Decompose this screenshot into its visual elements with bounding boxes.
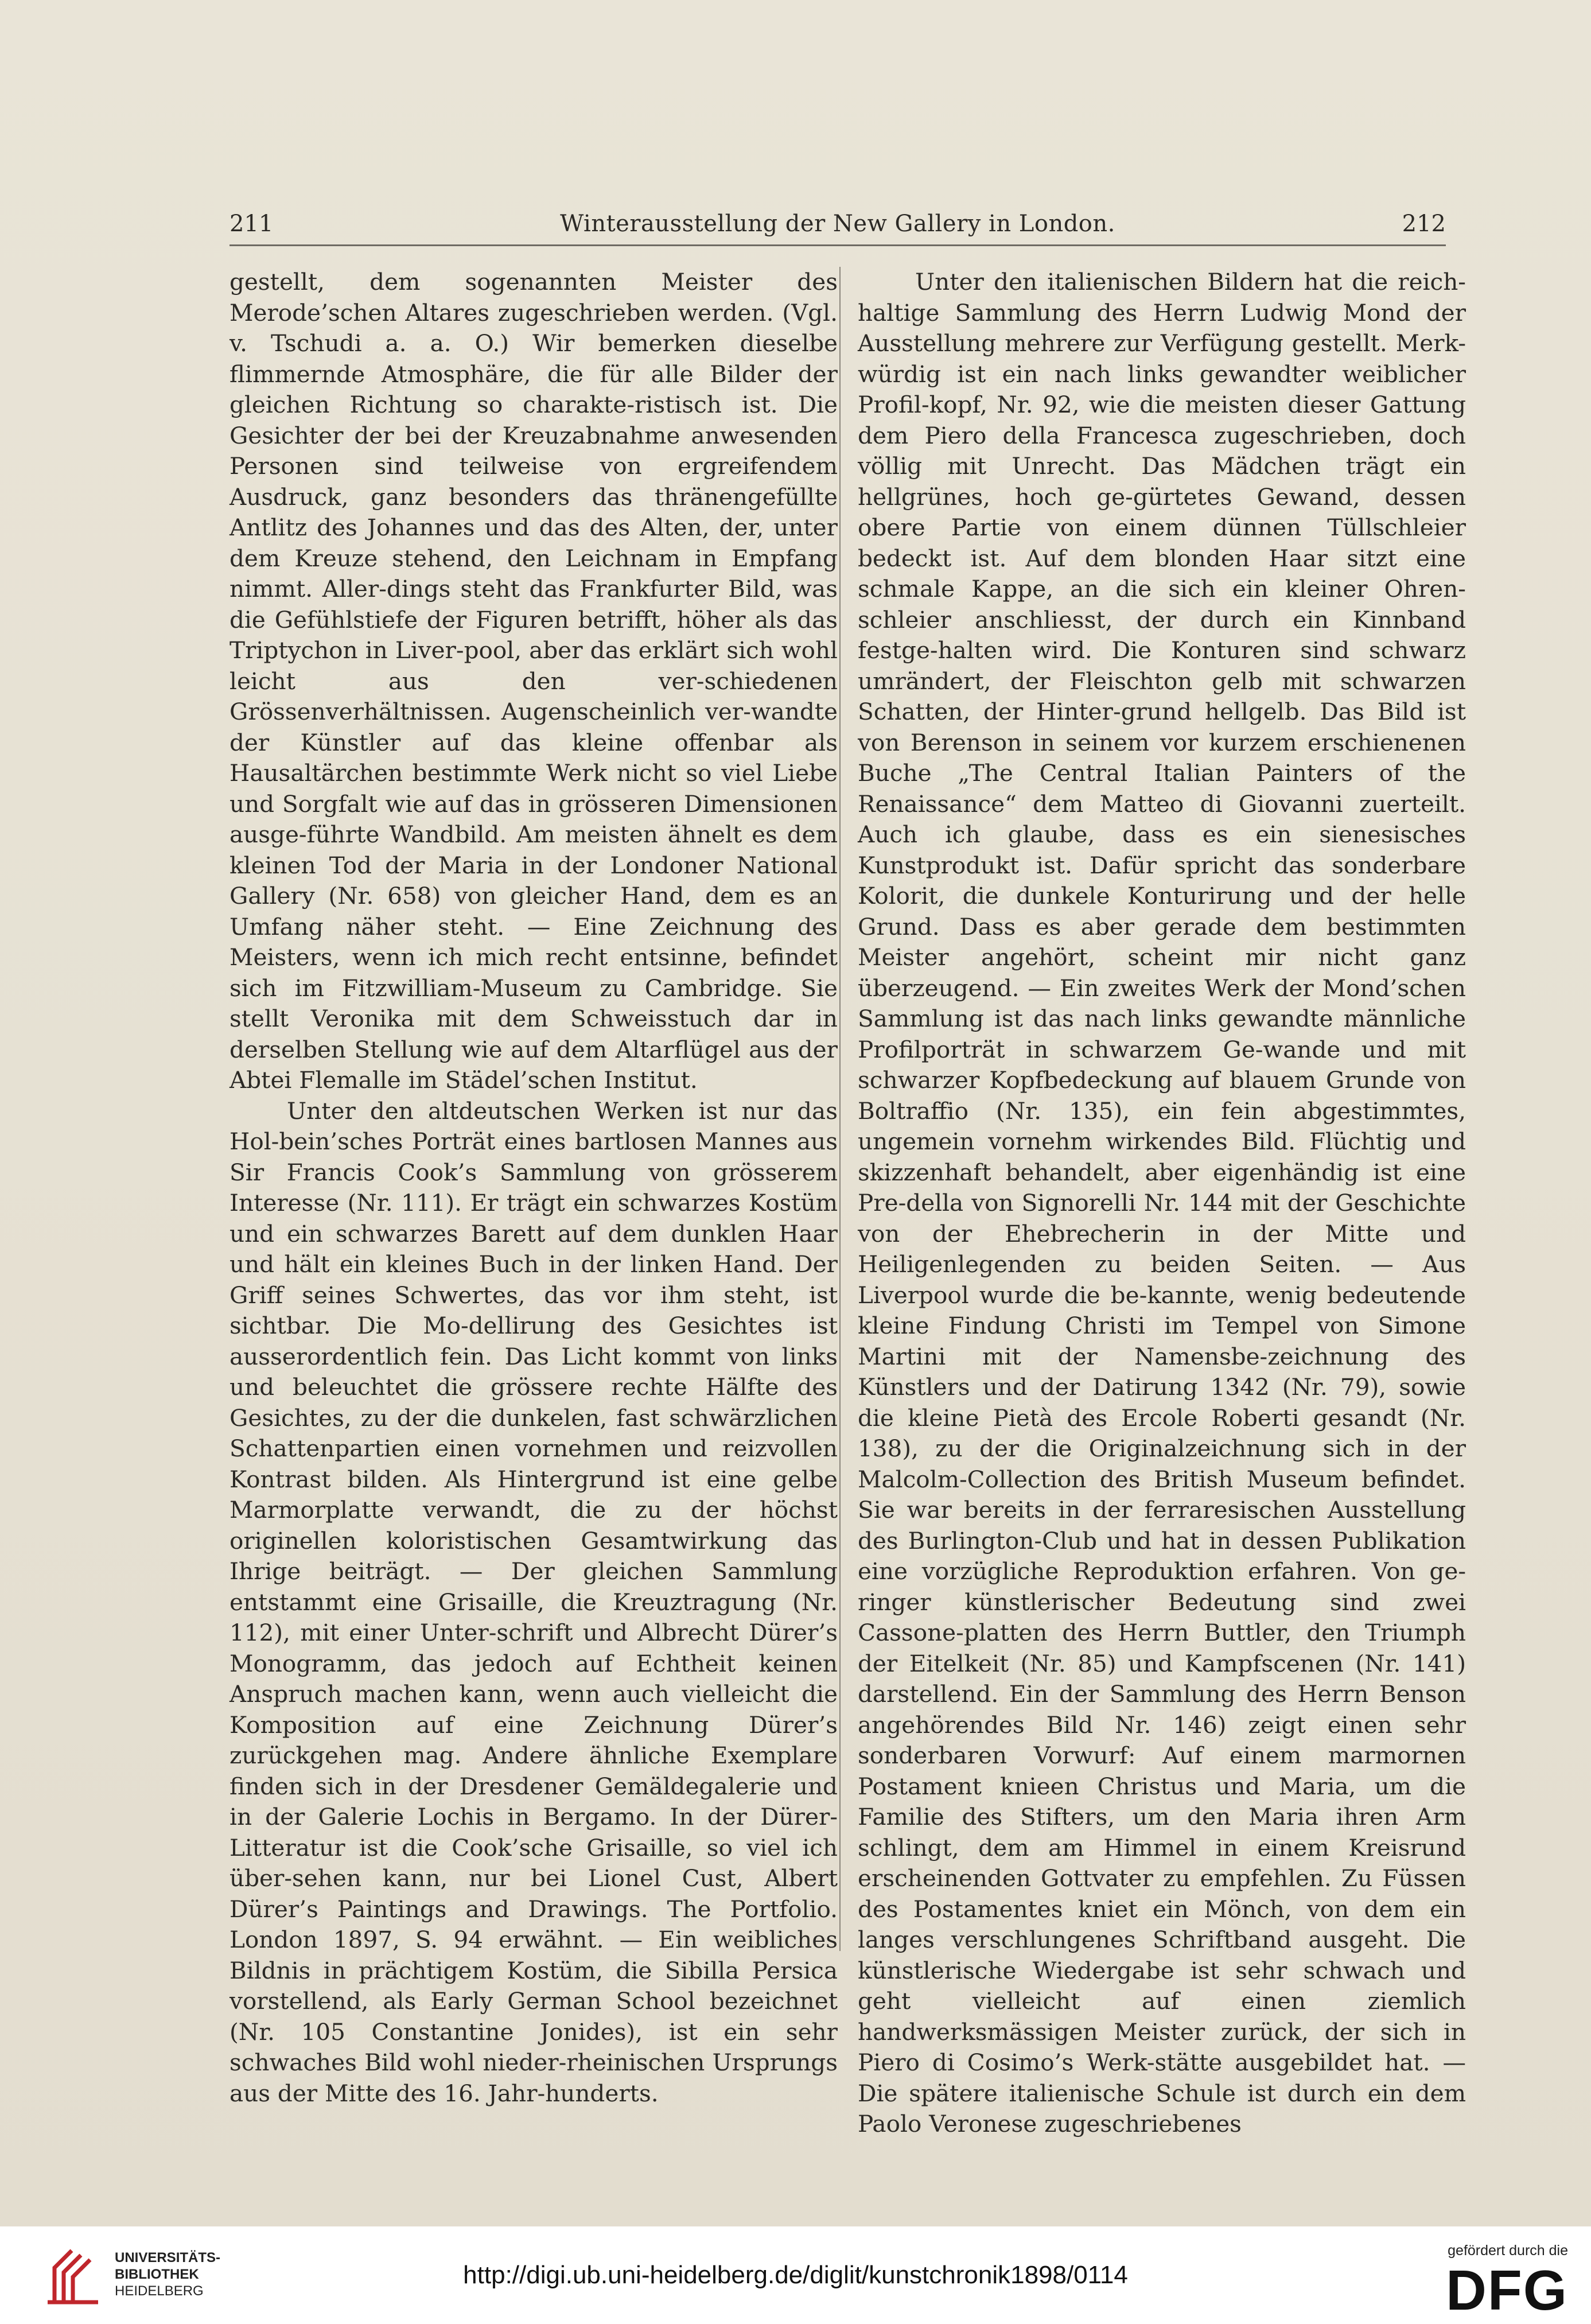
digitization-footer	[0, 2226, 1591, 2324]
right-column	[858, 267, 1466, 2140]
dfg-logo: DFG	[1446, 2259, 1568, 2322]
left-paragraph-1: gestellt, dem sogenannten Meister des Merode’schen Altares zugeschrieben werden. (Vgl. v. Tschudi a. a. O.) Wir bemerken dieselbe flimmernde Atmosphäre, die für alle Bilder der gleichen Richtung so charakte-ristisch ist. Die Gesichter der bei der Kreuzabnahme anwesenden Personen sind teilweise von ergreifendem Ausdruck, ganz besonders das thränengefüllte Antlitz des Johannes und das des Alten, der, unter dem Kreuze stehend, den Leichnam in Empfang nimmt. Aller-dings steht das Frankfurter Bild, was die Gefühlstiefe der Figuren betrifft, höher als das Triptychon in Liver-pool, aber das erklärt sich wohl leicht aus den ver-schiedenen Grössenverhältnissen. Augenscheinlich ver-wandte der Künstler auf das kleine offenbar als Hausaltärchen bestimmte Werk nicht so viel Liebe und Sorgfalt wie auf das in grösseren Dimensionen ausge-führte Wandbild. Am meisten ähnelt es dem kleinen Tod der Maria in der Londoner National Gallery (Nr. 658) von gleicher Hand, dem es an Umfang näher steht. — Eine Zeichnung des Meisters, wenn ich mich recht entsinne, befindet sich im Fitzwilliam-Museum zu Cambridge. Sie stellt Veronika mit dem Schweisstuch dar in derselben Stellung wie auf dem Altarflügel aus der Abtei Flemalle im Städel’schen Institut.	[229, 268, 838, 1094]
sponsor-label: gefördert durch die	[1448, 2243, 1568, 2259]
page-number-right: 212	[1402, 211, 1446, 237]
running-header	[229, 204, 1446, 244]
header-rule	[229, 244, 1446, 246]
library-name-line-3: HEIDELBERG	[115, 2283, 204, 2299]
library-name-line-2: BIBLIOTHEK	[115, 2267, 199, 2282]
column-divider	[839, 267, 841, 1951]
library-name-line-1: UNIVERSITÄTS-	[115, 2250, 221, 2265]
permalink-url[interactable]: http://digi.ub.uni-heidelberg.de/diglit/kunstchronik1898/0114	[463, 2261, 1128, 2289]
page-number-left: 211	[229, 211, 274, 237]
left-column	[229, 267, 838, 2109]
right-paragraph-1: Unter den italienischen Bildern hat die reich-haltige Sammlung des Herrn Ludwig Mond der Ausstellung mehrere zur Verfügung gestellt. Merk-würdig ist ein nach links gewandter weiblicher Profil-kopf, Nr. 92, wie die meisten dieser Gattung dem Piero della Francesca zugeschrieben, doch völlig mit Unrecht. Das Mädchen trägt ein hellgrünes, hoch ge-gürtetes Gewand, dessen obere Partie von einem dünnen Tüllschleier bedeckt ist. Auf dem blonden Haar sitzt eine schmale Kappe, an die sich ein kleiner Ohren-schleier anschliesst, der durch ein Kinnband festge-halten wird. Die Konturen sind schwarz umrändert, der Fleischton gelb mit schwarzen Schatten, der Hinter-grund hellgelb. Das Bild ist von Berenson in seinem vor kurzem erschienenen Buche „The Central Italian Painters of the Renaissance“ dem Matteo di Giovanni zuerteilt. Auch ich glaube, dass es ein sienesisches Kunstprodukt ist. Dafür spricht das sonderbare Kolorit, die dunkele Konturirung und der helle Grund. Dass es aber gerade dem bestimmten Meister angehört, scheint mir nicht ganz überzeugend. — Ein zweites Werk der Mond’schen Sammlung ist das nach links gewandte männliche Profilporträt in schwarzem Ge-wande und mit schwarzer Kopfbedeckung auf blauem Grunde von Boltraffio (Nr. 135), ein fein abgestimmtes, ungemein vornehm wirkendes Bild. Flüchtig und skizzenhaft behandelt, aber eigenhändig ist eine Pre-della von Signorelli Nr. 144 mit der Geschichte von der Ehebrecherin in der Mitte und Heiligenlegenden zu beiden Seiten. — Aus Liverpool wurde die be-kannte, wenig bedeutende kleine Findung Christi im Tempel von Simone Martini mit der Namensbe-zeichnung des Künstlers und der Datirung 1342 (Nr. 79), sowie die kleine Pietà des Ercole Roberti gesandt (Nr. 138), zu der die Originalzeichnung sich in der Malcolm-Collection des British Museum befindet. Sie war bereits in der ferraresischen Ausstellung des Burlington-Club und hat in dessen Publikation eine vorzügliche Reproduktion erfahren. Von ge-ringer künstlerischer Bedeutung sind zwei Cassone-platten des Herrn Buttler, den Triumph der Eitelkeit (Nr. 85) und Kampfscenen (Nr. 141) darstellend. Ein der Sammlung des Herrn Benson angehörendes Bild Nr. 146) zeigt einen sehr sonderbaren Vorwurf: Auf einem marmornen Postament knieen Christus und Maria, um die Familie des Stifters, um den Maria ihren Arm schlingt, dem am Himmel in einem Kreisrund erscheinenden Gottvater zu empfehlen. Zu Füssen des Postamentes kniet ein Mönch, von dem ein langes verschlungenes Schriftband ausgeht. Die künstlerische Wiedergabe ist sehr schwach und geht vielleicht auf einen ziemlich handwerksmässigen Meister zurück, der sich in Piero di Cosimo’s Werk-stätte ausgebildet hat. — Die spätere italienische Schule ist durch ein dem Paolo Veronese zugeschriebenes	[858, 268, 1466, 2138]
left-paragraph-2: Unter den altdeutschen Werken ist nur das Hol-bein’sches Porträt eines bartlosen Mannes aus Sir Francis Cook’s Sammlung von grösserem Interesse (Nr. 111). Er trägt ein schwarzes Kostüm und ein schwarzes Barett auf dem dunklen Haar und hält ein kleines Buch in der linken Hand. Der Griff seines Schwertes, das vor ihm steht, ist sichtbar. Die Mo-dellirung des Gesichtes ist ausserordentlich fein. Das Licht kommt von links und beleuchtet die grössere rechte Hälfte des Gesichtes, zu der die dunkelen, fast schwärzlichen Schattenpartien einen vornehmen und reizvollen Kontrast bilden. Als Hintergrund ist eine gelbe Marmorplatte verwandt, die zu der höchst originellen koloristischen Gesamtwirkung das Ihrige beiträgt. — Der gleichen Sammlung entstammt eine Grisaille, die Kreuztragung (Nr. 112), mit einer Unter-schrift und Albrecht Dürer’s Monogramm, das jedoch auf Echtheit keinen Anspruch machen kann, wenn auch vielleicht die Komposition auf eine Zeichnung Dürer’s zurückgehen mag. Andere ähnliche Exemplare finden sich in der Dresdener Gemäldegalerie und in der Galerie Lochis in Bergamo. In der Dürer-Litteratur ist die Cook’sche Grisaille, so viel ich über-sehen kann, nur bei Lionel Cust, Albert Dürer’s Paintings and Drawings. The Portfolio. London 1897, S. 94 erwähnt. — Ein weibliches Bildnis in prächtigem Kostüm, die Sibilla Persica vorstellend, als Early German School bezeichnet (Nr. 105 Constantine Jonides), ist ein sehr schwaches Bild wohl nieder-rheinischen Ursprungs aus der Mitte des 16. Jahr-hunderts.	[229, 1097, 838, 2107]
running-title: Winterausstellung der New Gallery in London.	[560, 211, 1115, 237]
